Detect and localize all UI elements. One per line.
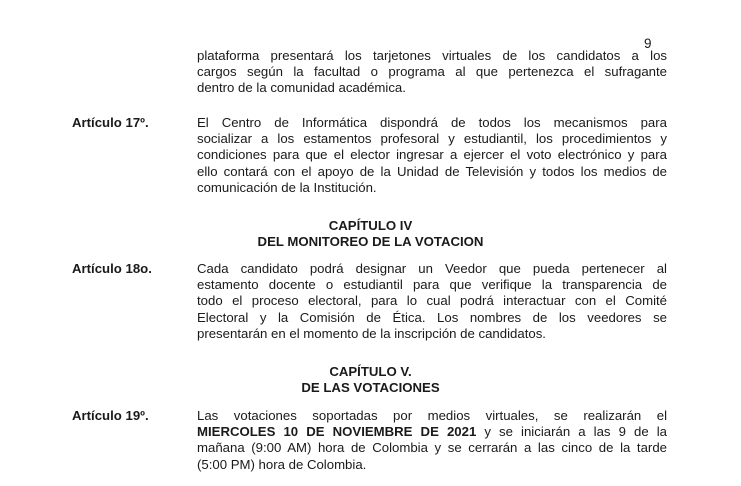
article-19-line-4: (5:00 PM) hora de Colombia. [197,456,367,472]
article-18-line-2: estamento docente o estudiantil para que verifique la transparencia de [197,277,667,293]
article-17-label: Artículo 17º. [72,115,149,130]
article-18-line-4: Electoral y la Comisión de Ética. Los nombres de los veedores se [197,309,667,325]
intro-line-1: plataforma presentará los tarjetones virtuales de los candidatos a los [197,48,667,63]
chapter-5-heading [0,364,741,396]
article-18-text [197,261,667,342]
article-18-line-3: todo el proceso electoral, para lo cual podrá interactuar con el Comité [197,293,667,309]
intro-line-2: cargos según la facultad o programa al que pertenezca el sufragante [197,64,667,80]
article-17-line-3: condiciones para que el elector ingresar a ejercer el voto electrónico y para [197,147,667,163]
article-19-line-2-rest: y se iniciarán a las 9 de la [476,424,667,440]
chapter-4-heading [0,218,741,250]
article-19-text [197,408,667,473]
article-18-line-1: Cada candidato podrá designar un Veedor que pueda pertenecer al [197,261,667,276]
article-19-line-1: Las votaciones soportadas por medios virtuales, se realizarán el [197,408,667,423]
article-17-line-2: socializar a los estamentos profesoral y estudiantil, los procedimientos y [197,131,667,147]
intro-paragraph [197,48,667,97]
article-19-line-3: mañana (9:00 AM) hora de Colombia y se cerrarán a las cinco de la tarde [197,440,667,456]
article-17-line-4: ello contará con el apoyo de la Unidad de Televisión y todos los medios de [197,163,667,179]
intro-line-3: dentro de la comunidad académica. [197,80,406,96]
election-date: MIERCOLES 10 DE NOVIEMBRE DE 2021 [197,424,477,440]
article-19-label: Artículo 19º. [72,408,149,423]
article-18-line-5: presentarán en el momento de la inscripción de candidatos. [197,325,546,341]
chapter-5-title: DE LAS VOTACIONES [301,380,440,395]
article-17-text [197,115,667,196]
chapter-4-title: DEL MONITOREO DE LA VOTACION [257,234,484,249]
article-17-line-5: comunicación de la Institución. [197,179,377,195]
chapter-4-number: CAPÍTULO IV [328,218,413,233]
article-17-line-1: El Centro de Informática dispondrá de todos los mecanismos para [197,115,667,130]
article-18-label: Artículo 18o. [72,261,152,276]
page-number: 9 [644,36,652,51]
chapter-5-number: CAPÍTULO V. [329,364,412,379]
article-19-line-2 [197,424,667,440]
